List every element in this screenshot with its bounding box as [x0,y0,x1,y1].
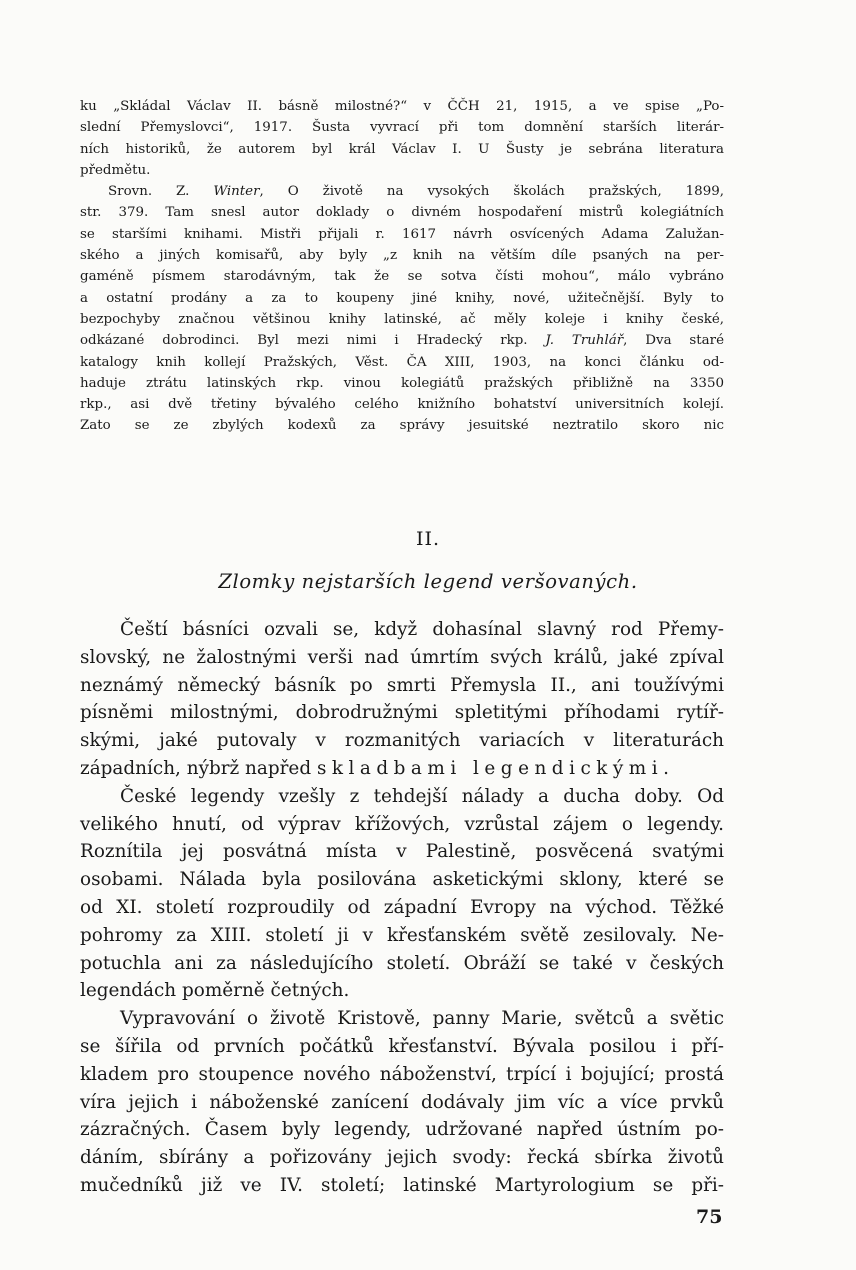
text-line: Vypravování o životě Kristově, panny Marie, světců a světic [120,1008,724,1030]
text-line: Čeští básníci ozvali se, když dohasínal slavný rod Přemy- [120,619,724,640]
note-line: haduje ztrátu latinských rkp. vinou kolegiátů pražských přibližně na 3350 [80,375,724,391]
text-line: dáním, sbírány a pořizovány jejich svody: řecká sbírka životů [80,1147,724,1169]
text-line: víra jejich i náboženské zanícení dodávaly jim víc a více prvků [80,1091,724,1113]
note-line: se staršími knihami. Mistři přijali r. 1617 návrh osvícených Adama Zalužan- [80,226,724,242]
note-line: bezpochyby značnou většinou knihy latinské, ač měly koleje i knihy české, [80,311,724,327]
note-line: ského a jiných komisařů, aby byly „z knih na větším díle psaných na per- [80,248,724,264]
text-line: neznámý německý básník po smrti Přemysla II., ani toužívými [80,674,724,696]
note-text: Srovn. Z. [108,184,214,200]
section-number: II. [415,528,441,550]
text-line: legendách poměrně četných. [80,980,350,1002]
spaced-emphasis: skladbami legendickými [316,757,664,779]
text-line: potuchla ani za následujícího století. Obráží se také v českých [80,952,724,974]
note-line: str. 379. Tam snesl autor doklady o divném hospodaření mistrů kolegiátních [80,205,724,221]
text-line: písněmi milostnými, dobrodružnými spletitými příhodami rytíř- [80,702,724,724]
text-line: slovský, ne žalostnými verši nad úmrtím svých králů, jaké zpíval [80,646,724,668]
cited-author: J. Truhlář [545,333,624,349]
section-title: Zlomky nejstarších legend veršovaných. [218,570,638,593]
note-line: slední Přemyslovci“, 1917. Šusta vyvrací při tom domnění starších literár- [80,120,724,136]
note-line: a ostatní prodány a za to koupeny jiné knihy, nové, užitečnější. Byly to [80,290,724,306]
footnote-block [80,96,724,437]
text-line: pohromy za XIII. století ji v křesťanském světě zesilovaly. Ne- [80,924,724,946]
text-line: zázračných. Časem byly legendy, udržované napřed ústním po- [80,1119,724,1141]
text-line [80,755,724,783]
note-paragraph [80,181,724,437]
cited-author: Winter [213,184,260,200]
text-line: Roznítila jej posvátná místa v Palestině, posvěcená svatými [80,841,724,863]
note-line: gaméně písmem starodávným, tak že se sotva čísti mohou“, málo vybráno [80,269,724,285]
note-line [80,181,724,202]
note-line: ku „Skládal Václav II. básně milostné?“ v ČČH 21, 1915, a ve spise „Po- [80,99,724,114]
note-line: katalogy knih kollejí Pražských, Věst. ČA XIII, 1903, na konci článku od- [80,354,724,370]
text-line: velikého hnutí, od výprav křížových, vzrůstal zájem o legendy. [80,813,724,835]
text-span: . [663,757,669,779]
text-span: západních, nýbrž napřed [80,757,317,779]
text-line: mučedníků již ve IV. století; latinské Martyrologium se při- [80,1174,724,1196]
note-paragraph [80,96,724,181]
text-line: skými, jaké putovaly v rozmanitých variacích v literaturách [80,730,724,752]
note-text: , Dva staré [623,333,724,349]
note-text: odkázané dobrodinci. Byl mezi nimi i Hradecký rkp. [80,333,546,349]
note-line: Zato se ze zbylých kodexů za správy jesuitské neztratilo skoro nic [80,418,724,434]
page-number: 75 [696,1206,723,1228]
main-text [80,616,724,1200]
text-line: od XI. století rozproudily od západní Evropy na východ. Těžké [80,896,724,918]
note-line: předmětu. [80,162,151,178]
text-line: kladem pro stoupence nového náboženství, trpící i bojující; prostá [80,1063,724,1085]
note-line: rkp., asi dvě třetiny bývalého celého knižního bohatství universitních kolejí. [80,397,724,413]
note-line: ních historiků, že autorem byl král Václav I. U Šusty je sebrána literatura [80,141,724,157]
note-line [80,330,724,351]
text-line: se šířila od prvních počátků křesťanství. Bývala posilou i pří- [80,1035,724,1057]
text-line: České legendy vzešly z tehdejší nálady a ducha doby. Od [120,785,724,807]
text-line: osobami. Nálada byla posilována asketickými sklony, které se [80,869,724,891]
note-text: , O životě na vysokých školách pražských, 1899, [259,184,724,200]
